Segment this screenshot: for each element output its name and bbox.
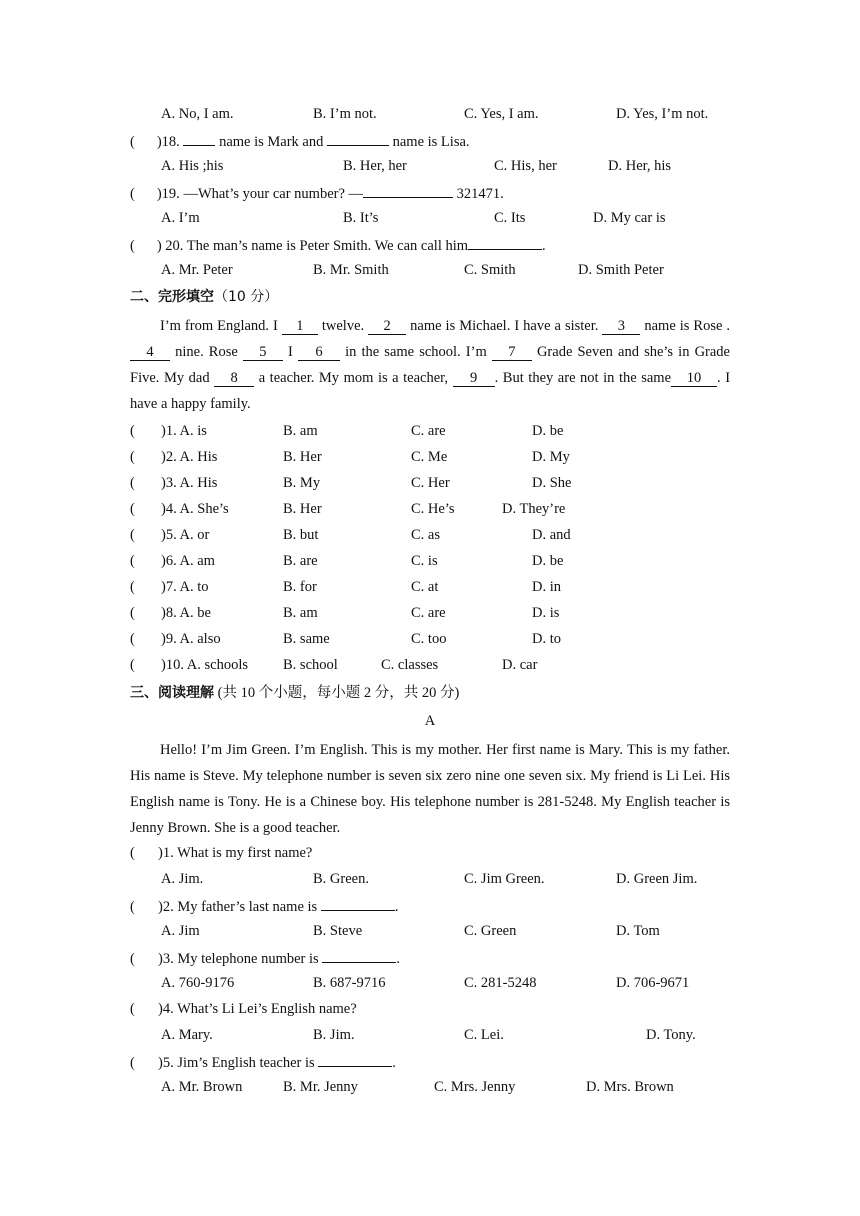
- q17-option-d: D. Yes, I’m not.: [616, 106, 709, 122]
- passage-text: nine. Rose: [175, 344, 238, 360]
- question-text: ) 20. The man’s name is Peter Smith. We can call him: [156, 238, 469, 254]
- question-number: )18.: [156, 134, 180, 150]
- reading-passage: Hello! I’m Jim Green. I’m English. This is my mother. Her first name is Mary. This is my father. His name is Steve. My telephone number is seven six zero nine one seven six. My friend is Li Lei. His English name is Tony. He is a Chinese boy. His telephone number is 281-5248. My English teacher is Jenny Brown. She is a good teacher.: [130, 742, 730, 836]
- cloze-blank-9: 9: [453, 370, 495, 387]
- reading-option-a: A. Jim.: [161, 871, 204, 887]
- question-stem: )1. What is my first name?: [158, 845, 313, 861]
- question-19: [130, 182, 504, 204]
- question-option-b: B. same: [283, 631, 330, 647]
- q17-option-c: C. Yes, I am.: [464, 106, 539, 122]
- reading-question: ( )5. Jim’s English teacher is .: [130, 1051, 396, 1073]
- question-text: name is Mark and: [219, 134, 324, 150]
- reading-question: ( )2. My father’s last name is .: [130, 895, 398, 917]
- cloze-blank-2: 2: [368, 318, 406, 335]
- q18-option-d: D. Her, his: [608, 158, 672, 174]
- question-option-a: )9. A. also: [161, 631, 221, 647]
- answer-paren[interactable]: (: [130, 501, 135, 517]
- question-paren: (: [130, 186, 135, 202]
- question-option-d: D. My: [532, 449, 570, 465]
- reading-option-d: D. Tom: [616, 923, 660, 939]
- question-option-c: C. too: [411, 631, 447, 647]
- question-option-b: B. My: [283, 475, 321, 491]
- answer-blank: [183, 130, 215, 146]
- question-option-a: )4. A. She’s: [161, 501, 229, 517]
- question-text: —What’s your car number? —: [183, 186, 364, 202]
- answer-paren[interactable]: (: [130, 605, 135, 621]
- question-text: name is Lisa.: [392, 134, 470, 150]
- passage-label: A: [424, 713, 436, 729]
- section-title: 三、阅读理解: [130, 685, 214, 701]
- cloze-blank-6: 6: [298, 344, 340, 361]
- question-option-d: D. car: [502, 657, 538, 673]
- q19-option-d: D. My car is: [593, 210, 666, 226]
- q18-option-a: A. His ;his: [161, 158, 224, 174]
- cloze-blank-5: 5: [243, 344, 283, 361]
- question-18: [130, 130, 470, 152]
- question-option-b: B. am: [283, 605, 318, 621]
- question-option-c: C. Her: [411, 475, 450, 491]
- reading-option-c: C. Lei.: [464, 1027, 504, 1043]
- answer-blank: [322, 947, 396, 963]
- question-option-d: D. They’re: [502, 501, 566, 517]
- passage-text: name is Rose .: [644, 318, 731, 334]
- cloze-blank-1: 1: [282, 318, 318, 335]
- reading-option-c: C. Jim Green.: [464, 871, 545, 887]
- question-paren: (: [130, 134, 135, 150]
- question-option-c: C. as: [411, 527, 440, 543]
- answer-blank: [468, 234, 542, 250]
- q19-option-a: A. I’m: [161, 210, 200, 226]
- question-option-b: B. for: [283, 579, 317, 595]
- passage-text: Grade Seven and she’s in Grade Five. My dad: [130, 344, 730, 386]
- question-option-b: B. Her: [283, 501, 322, 517]
- question-number: )19.: [156, 186, 180, 202]
- question-option-c: C. at: [411, 579, 439, 595]
- question-option-d: D. is: [532, 605, 560, 621]
- question-option-d: D. be: [532, 423, 564, 439]
- section-heading-reading: [130, 683, 459, 703]
- reading-option-a: A. Mr. Brown: [161, 1079, 243, 1095]
- q19-option-b: B. It’s: [343, 210, 379, 226]
- answer-paren[interactable]: (: [130, 1055, 135, 1071]
- reading-question: [130, 999, 357, 1019]
- question-option-d: D. in: [532, 579, 561, 595]
- question-option-a: )3. A. His: [161, 475, 218, 491]
- question-20: [130, 234, 546, 256]
- reading-option-c: C. Mrs. Jenny: [434, 1079, 516, 1095]
- passage-text: . I have a happy family.: [130, 370, 731, 412]
- reading-option-b: B. Mr. Jenny: [283, 1079, 358, 1095]
- answer-paren[interactable]: (: [130, 657, 135, 673]
- reading-option-a: A. Mary.: [161, 1027, 213, 1043]
- reading-option-a: A. 760-9176: [161, 975, 235, 991]
- reading-option-b: B. Green.: [313, 871, 369, 887]
- answer-paren[interactable]: (: [130, 1001, 135, 1017]
- reading-option-c: C. 281-5248: [464, 975, 537, 991]
- answer-paren[interactable]: (: [130, 951, 135, 967]
- question-option-b: B. am: [283, 423, 318, 439]
- question-option-a: )2. A. His: [161, 449, 218, 465]
- question-option-d: D. to: [532, 631, 561, 647]
- answer-blank: [363, 182, 453, 198]
- q20-option-c: C. Smith: [464, 262, 516, 278]
- q17-option-b: B. I’m not.: [313, 106, 377, 122]
- answer-blank: [327, 130, 389, 146]
- passage-text: . But they are not in the same: [494, 370, 672, 386]
- question-option-c: C. He’s: [411, 501, 455, 517]
- question-option-a: )10. A. schools: [161, 657, 248, 673]
- question-paren: (: [130, 238, 135, 254]
- reading-option-b: B. 687-9716: [313, 975, 386, 991]
- reading-option-d: D. Tony.: [646, 1027, 696, 1043]
- question-stem: )4. What’s Li Lei’s English name?: [158, 1001, 357, 1017]
- question-option-d: D. be: [532, 553, 564, 569]
- cloze-blank-4: 4: [130, 344, 170, 361]
- answer-paren[interactable]: (: [130, 845, 135, 861]
- q17-option-a: A. No, I am.: [161, 106, 234, 122]
- answer-paren[interactable]: (: [130, 449, 135, 465]
- q20-option-b: B. Mr. Smith: [313, 262, 389, 278]
- question-text: 321471.: [456, 186, 504, 202]
- answer-blank: [318, 1051, 392, 1067]
- answer-paren[interactable]: (: [130, 899, 135, 915]
- passage-text: in the same school. I’m: [345, 344, 487, 360]
- question-option-c: C. Me: [411, 449, 448, 465]
- question-option-a: )8. A. be: [161, 605, 211, 621]
- question-stem: )2. My father’s last name is: [158, 899, 318, 915]
- reading-option-a: A. Jim: [161, 923, 200, 939]
- question-option-b: B. Her: [283, 449, 322, 465]
- question-option-d: D. and: [532, 527, 571, 543]
- section-title: 二、完形填空: [130, 289, 214, 305]
- question-option-b: B. school: [283, 657, 338, 673]
- cloze-passage: [130, 313, 730, 417]
- question-stem: )3. My telephone number is: [158, 951, 319, 967]
- question-option-a: )6. A. am: [161, 553, 215, 569]
- question-option-a: )7. A. to: [161, 579, 209, 595]
- question-option-c: C. are: [411, 423, 446, 439]
- question-option-b: B. but: [283, 527, 319, 543]
- q18-option-b: B. Her, her: [343, 158, 407, 174]
- answer-paren[interactable]: (: [130, 527, 135, 543]
- reading-option-d: D. 706-9671: [616, 975, 690, 991]
- passage-text: I: [288, 344, 293, 360]
- cloze-blank-8: 8: [214, 370, 254, 387]
- question-option-c: C. are: [411, 605, 446, 621]
- answer-paren[interactable]: (: [130, 423, 135, 439]
- question-text: .: [542, 238, 546, 254]
- passage-text: I’m from England. I: [160, 318, 278, 334]
- question-option-a: )1. A. is: [161, 423, 207, 439]
- answer-paren[interactable]: (: [130, 579, 135, 595]
- section-heading-cloze: [130, 287, 278, 307]
- question-option-c: C. is: [411, 553, 438, 569]
- question-option-b: B. are: [283, 553, 318, 569]
- section-score: （10 分）: [214, 289, 279, 305]
- reading-option-b: B. Jim.: [313, 1027, 355, 1043]
- cloze-blank-10: 10: [671, 370, 717, 387]
- reading-question: [130, 843, 312, 863]
- reading-option-d: D. Mrs. Brown: [586, 1079, 674, 1095]
- passage-text: a teacher. My mom is a teacher,: [258, 370, 449, 386]
- passage-text: twelve.: [321, 318, 365, 334]
- q19-option-c: C. Its: [494, 210, 526, 226]
- passage-text: name is Michael. I have a sister.: [410, 318, 599, 334]
- section-score: (共 10 个小题，每小题 2 分，共 20 分): [217, 685, 460, 701]
- answer-blank: [321, 895, 395, 911]
- q20-option-a: A. Mr. Peter: [161, 262, 233, 278]
- answer-paren[interactable]: (: [130, 631, 135, 647]
- cloze-blank-3: 3: [602, 318, 640, 335]
- cloze-blank-7: 7: [492, 344, 532, 361]
- question-option-d: D. She: [532, 475, 572, 491]
- reading-question: ( )3. My telephone number is .: [130, 947, 400, 969]
- q20-option-d: D. Smith Peter: [578, 262, 664, 278]
- question-option-c: C. classes: [381, 657, 439, 673]
- answer-paren[interactable]: (: [130, 475, 135, 491]
- reading-option-d: D. Green Jim.: [616, 871, 698, 887]
- answer-paren[interactable]: (: [130, 553, 135, 569]
- question-stem: )5. Jim’s English teacher is: [158, 1055, 315, 1071]
- reading-option-b: B. Steve: [313, 923, 363, 939]
- question-option-a: )5. A. or: [161, 527, 210, 543]
- reading-option-c: C. Green: [464, 923, 517, 939]
- q18-option-c: C. His, her: [494, 158, 557, 174]
